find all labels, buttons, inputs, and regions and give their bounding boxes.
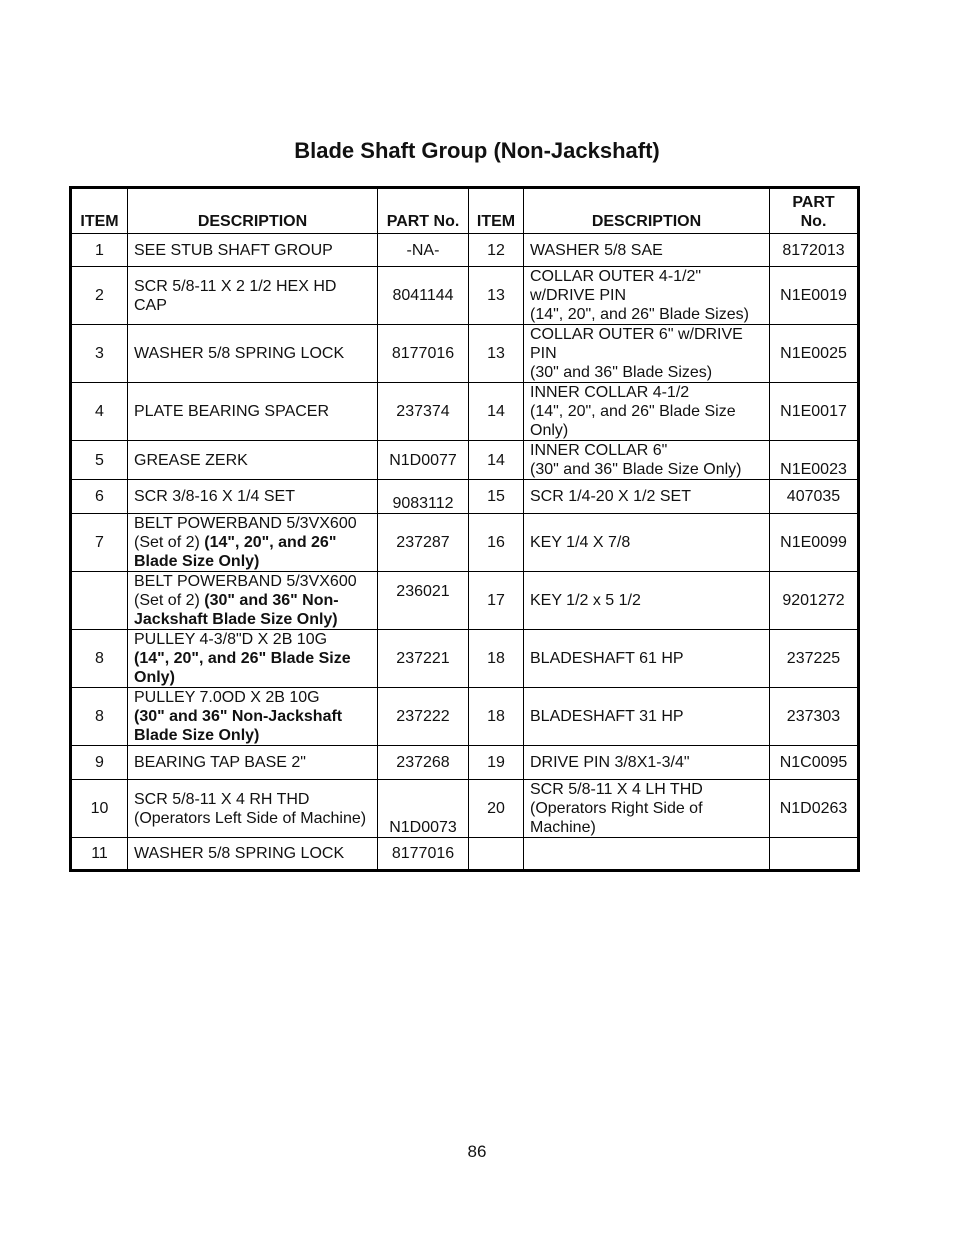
description-line: INNER COLLAR 6"	[530, 442, 668, 459]
table-row	[71, 688, 859, 746]
description-line: BELT POWERBAND 5/3VX600	[134, 515, 357, 532]
description: BLADESHAFT 31 HP	[524, 688, 770, 746]
description: SCR 5/8-11 X 2 1/2 HEX HD CAP	[128, 267, 378, 325]
table-row	[71, 572, 859, 630]
part-number: N1D0073	[378, 780, 469, 838]
item-number: 13	[469, 325, 524, 383]
part-number: -NA-	[378, 234, 469, 267]
description-line: PULLEY 7.0OD X 2B 10G	[134, 689, 320, 706]
description: BLADESHAFT 61 HP	[524, 630, 770, 688]
table-row	[71, 441, 859, 480]
item-number: 1	[71, 234, 128, 267]
part-number: N1E0099	[770, 514, 859, 572]
description-line: PULLEY 4-3/8"D X 2B 10G	[134, 631, 328, 648]
item-number: 12	[469, 234, 524, 267]
part-number: 8172013	[770, 234, 859, 267]
page-number: 86	[467, 1142, 487, 1161]
description: WASHER 5/8 SPRING LOCK	[128, 325, 378, 383]
item-number: 8	[71, 688, 128, 746]
item-number: 16	[469, 514, 524, 572]
description: PLATE BEARING SPACER	[128, 383, 378, 441]
part-number: N1E0019	[770, 267, 859, 325]
description-line: BELT POWERBAND 5/3VX600	[134, 573, 357, 590]
description	[128, 572, 378, 630]
part-number: 8177016	[378, 325, 469, 383]
description	[128, 780, 378, 838]
description-line: (14", 20", and 26" Blade Size Only)	[530, 403, 736, 439]
item-number: 10	[71, 780, 128, 838]
description-bold-note: (30" and 36" Non-Jackshaft Blade Size Only)	[134, 592, 339, 628]
table-row	[71, 630, 859, 688]
page-title: Blade Shaft Group (Non-Jackshaft)	[294, 138, 660, 163]
description	[524, 383, 770, 441]
description-bold-note: (30" and 36" Non-Jackshaft Blade Size Only)	[134, 708, 343, 744]
description-line: (Set of 2)	[134, 592, 200, 609]
item-number: 15	[469, 480, 524, 514]
item-number: 19	[469, 746, 524, 780]
parts-table	[69, 186, 860, 872]
part-number: 237222	[378, 688, 469, 746]
table-row	[71, 746, 859, 780]
header-item-2: ITEM	[469, 188, 524, 234]
part-number: 8177016	[378, 838, 469, 871]
description: WASHER 5/8 SAE	[524, 234, 770, 267]
part-number: 237303	[770, 688, 859, 746]
description: GREASE ZERK	[128, 441, 378, 480]
table-header-row	[71, 188, 859, 234]
part-number: 407035	[770, 480, 859, 514]
table-row	[71, 514, 859, 572]
description-line: (Operators Right Side of Machine)	[530, 800, 703, 836]
header-part-line2: No.	[800, 213, 827, 230]
description: SCR 3/8-16 X 1/4 SET	[128, 480, 378, 514]
header-part-no: PART No.	[378, 188, 469, 234]
description-bold-note: (14", 20", and 26" Blade Size Only)	[134, 650, 351, 686]
description	[524, 325, 770, 383]
table-row	[71, 267, 859, 325]
part-number: 237374	[378, 383, 469, 441]
item-number: 4	[71, 383, 128, 441]
table-row	[71, 780, 859, 838]
item-number: 7	[71, 514, 128, 572]
description-bold-note: (14", 20", and 26" Blade Size Only)	[134, 534, 337, 570]
item-number	[71, 572, 128, 630]
description	[524, 267, 770, 325]
item-number: 6	[71, 480, 128, 514]
item-number: 5	[71, 441, 128, 480]
part-number: 237268	[378, 746, 469, 780]
description	[128, 688, 378, 746]
description: SCR 1/4-20 X 1/2 SET	[524, 480, 770, 514]
item-number: 14	[469, 441, 524, 480]
table-row	[71, 234, 859, 267]
description-line: (30" and 36" Blade Sizes)	[530, 364, 713, 381]
part-number: 237225	[770, 630, 859, 688]
header-part-no-2	[770, 188, 859, 234]
description: DRIVE PIN 3/8X1-3/4"	[524, 746, 770, 780]
description-line: (Operators Left Side of Machine)	[134, 809, 367, 827]
description-line: INNER COLLAR 4-1/2	[530, 384, 690, 401]
part-number: 236021	[378, 572, 469, 630]
item-number: 18	[469, 688, 524, 746]
description: WASHER 5/8 SPRING LOCK	[128, 838, 378, 871]
item-number: 17	[469, 572, 524, 630]
header-item: ITEM	[71, 188, 128, 234]
item-number: 8	[71, 630, 128, 688]
table-row	[71, 480, 859, 514]
description: KEY 1/4 X 7/8	[524, 514, 770, 572]
table-row	[71, 838, 859, 871]
part-number: 9201272	[770, 572, 859, 630]
description	[524, 441, 770, 480]
part-number: N1C0095	[770, 746, 859, 780]
item-number: 11	[71, 838, 128, 871]
item-number: 3	[71, 325, 128, 383]
table-row	[71, 325, 859, 383]
description-line: (Set of 2)	[134, 534, 200, 551]
item-number: 20	[469, 780, 524, 838]
item-number	[469, 838, 524, 871]
description	[524, 780, 770, 838]
item-number: 2	[71, 267, 128, 325]
item-number: 18	[469, 630, 524, 688]
description-line: COLLAR OUTER 4-1/2" w/DRIVE PIN	[530, 268, 702, 304]
description-line: SCR 5/8-11 X 4 RH THD	[134, 790, 310, 808]
description: SEE STUB SHAFT GROUP	[128, 234, 378, 267]
description: KEY 1/2 x 5 1/2	[524, 572, 770, 630]
description	[524, 838, 770, 871]
part-number: 237287	[378, 514, 469, 572]
description: BEARING TAP BASE 2"	[128, 746, 378, 780]
description-line: COLLAR OUTER 6" w/DRIVE PIN	[530, 326, 743, 362]
description-line: (30" and 36" Blade Size Only)	[530, 461, 742, 478]
part-number: N1E0025	[770, 325, 859, 383]
header-part-line1: PART	[792, 194, 835, 211]
part-number: 237221	[378, 630, 469, 688]
part-number	[770, 838, 859, 871]
part-number: N1D0077	[378, 441, 469, 480]
part-number: N1E0017	[770, 383, 859, 441]
description-line: SCR 5/8-11 X 4 LH THD	[530, 781, 703, 798]
table-row	[71, 383, 859, 441]
part-number: N1E0023	[770, 441, 859, 480]
description-line: (14", 20", and 26" Blade Sizes)	[530, 306, 749, 323]
header-description: DESCRIPTION	[128, 188, 378, 234]
part-number: N1D0263	[770, 780, 859, 838]
item-number: 14	[469, 383, 524, 441]
part-number: 9083112	[378, 480, 469, 514]
description	[128, 630, 378, 688]
description	[128, 514, 378, 572]
item-number: 9	[71, 746, 128, 780]
item-number: 13	[469, 267, 524, 325]
header-description-2: DESCRIPTION	[524, 188, 770, 234]
part-number: 8041144	[378, 267, 469, 325]
